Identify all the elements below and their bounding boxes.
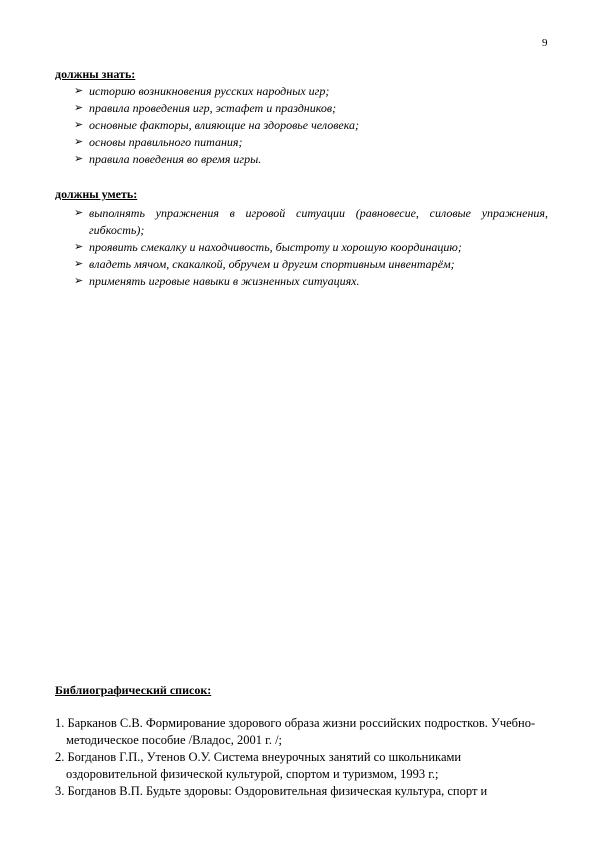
list-item: ➢ правила проведения игр, эстафет и праздников; — [74, 101, 337, 115]
arrow-bullet-icon: ➢ — [74, 275, 84, 287]
arrow-bullet-icon: ➢ — [74, 258, 84, 270]
able-list — [74, 205, 548, 290]
list-item: 3. Богданов В.П. Будьте здоровы: Оздоровительная физическая культура, спорт и — [55, 784, 488, 798]
arrow-bullet-icon: ➢ — [74, 207, 84, 219]
arrow-bullet-icon: ➢ — [74, 241, 84, 253]
list-item: ➢ основы правильного питания; — [74, 135, 243, 149]
list-item: 2. Богданов Г.П., Утенов О.У. Система внеурочных занятий со школьниками оздоровительной физической культурой, спортом и туризмом, 1993 г.; — [55, 750, 462, 781]
bibliography-list — [55, 715, 555, 800]
able-heading: должны уметь: — [55, 187, 138, 201]
page-number: 9 — [542, 37, 548, 49]
list-item: ➢ применять игровые навыки в жизненных ситуациях. — [74, 274, 360, 288]
list-item: ➢ владеть мячом, скакалкой, обручем и другим спортивным инвентарём; — [74, 257, 455, 271]
arrow-bullet-icon: ➢ — [74, 136, 84, 148]
know-list — [74, 83, 548, 168]
list-item: ➢ историю возникновения русских народных игр; — [74, 84, 330, 98]
list-item: ➢ проявить смекалку и находчивость, быстроту и хорошую координацию; — [74, 240, 462, 254]
list-item: 1. Барканов С.В. Формирование здорового образа жизни российских подростков. Учебно-методическое пособие /Владос, 2001 г. /; — [55, 716, 536, 747]
list-item: ➢ правила поведения во время игры. — [74, 152, 262, 166]
bibliography-heading: Библиографический список: — [55, 683, 212, 697]
arrow-bullet-icon: ➢ — [74, 153, 84, 165]
list-item: ➢ выполнять упражнения в игровой ситуации (равновесие, силовые упражнения, гибкость); — [74, 206, 548, 237]
list-item: ➢ основные факторы, влияющие на здоровье человека; — [74, 118, 360, 132]
know-heading: должны знать: — [55, 67, 136, 81]
arrow-bullet-icon: ➢ — [74, 102, 84, 114]
arrow-bullet-icon: ➢ — [74, 119, 84, 131]
arrow-bullet-icon: ➢ — [74, 85, 84, 97]
